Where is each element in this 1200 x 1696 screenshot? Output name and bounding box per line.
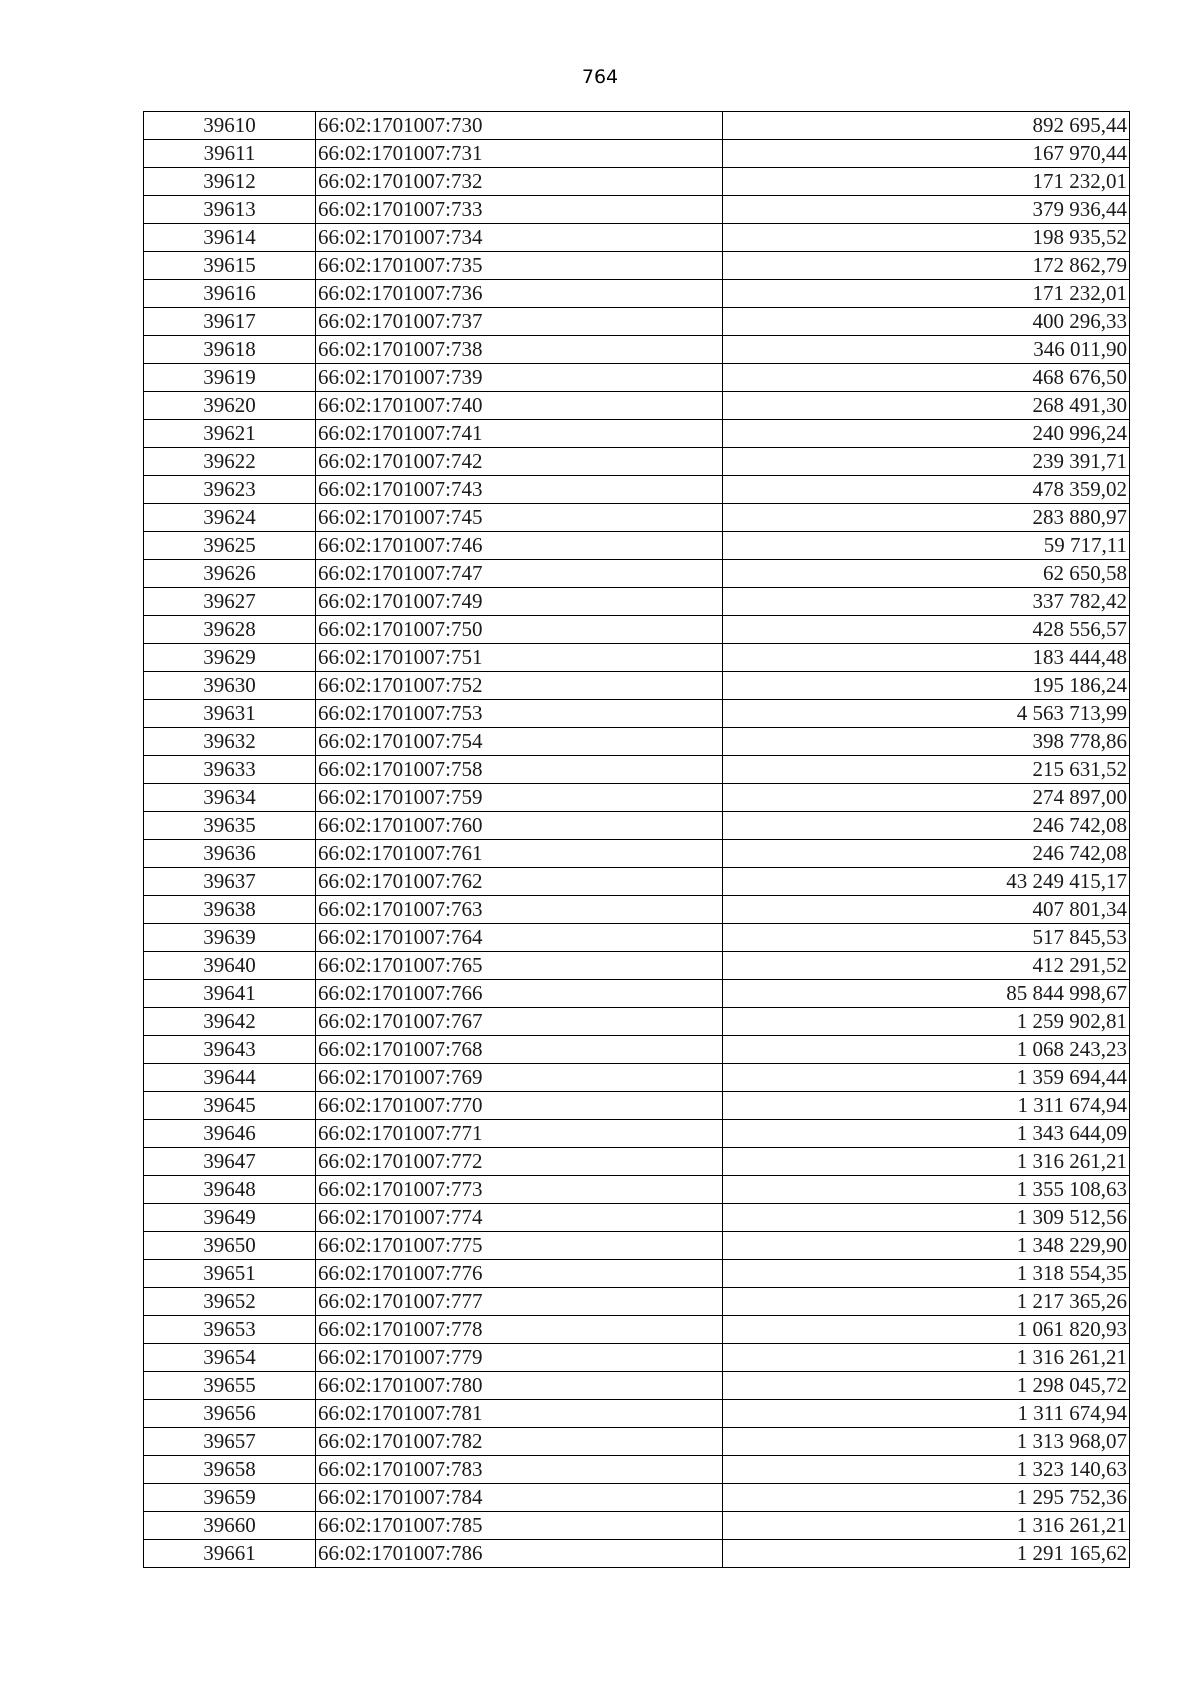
cadastral-value-cell: 1 217 365,26: [723, 1288, 1130, 1316]
cadastral-value-cell: 478 359,02: [723, 476, 1130, 504]
cadastral-number-cell: 66:02:1701007:753: [316, 700, 723, 728]
cadastral-value-cell: 407 801,34: [723, 896, 1130, 924]
table-row: [144, 672, 1130, 700]
row-number-cell: 39635: [144, 812, 316, 840]
cadastral-value-cell: 1 313 968,07: [723, 1428, 1130, 1456]
cadastral-number-cell: 66:02:1701007:784: [316, 1484, 723, 1512]
row-number-cell: 39630: [144, 672, 316, 700]
cadastral-number-cell: 66:02:1701007:783: [316, 1456, 723, 1484]
cadastral-value-cell: 892 695,44: [723, 112, 1130, 140]
table-row: [144, 1456, 1130, 1484]
row-number-cell: 39661: [144, 1540, 316, 1568]
table-row: [144, 784, 1130, 812]
cadastral-value-cell: 171 232,01: [723, 280, 1130, 308]
table-row: [144, 1204, 1130, 1232]
cadastral-number-cell: 66:02:1701007:746: [316, 532, 723, 560]
cadastral-value-cell: 1 316 261,21: [723, 1148, 1130, 1176]
cadastral-value-cell: 1 316 261,21: [723, 1344, 1130, 1372]
cadastral-number-cell: 66:02:1701007:741: [316, 420, 723, 448]
table-row: [144, 1400, 1130, 1428]
cadastral-number-cell: 66:02:1701007:733: [316, 196, 723, 224]
table-row: [144, 476, 1130, 504]
cadastral-number-cell: 66:02:1701007:765: [316, 952, 723, 980]
table-row: [144, 980, 1130, 1008]
cadastral-number-cell: 66:02:1701007:762: [316, 868, 723, 896]
cadastral-number-cell: 66:02:1701007:739: [316, 364, 723, 392]
row-number-cell: 39652: [144, 1288, 316, 1316]
cadastral-value-cell: 346 011,90: [723, 336, 1130, 364]
cadastral-number-cell: 66:02:1701007:735: [316, 252, 723, 280]
table-row: [144, 840, 1130, 868]
row-number-cell: 39638: [144, 896, 316, 924]
table-row: [144, 364, 1130, 392]
cadastral-value-cell: 239 391,71: [723, 448, 1130, 476]
cadastral-number-cell: 66:02:1701007:780: [316, 1372, 723, 1400]
cadastral-number-cell: 66:02:1701007:751: [316, 644, 723, 672]
table-row: [144, 812, 1130, 840]
cadastral-value-cell: 215 631,52: [723, 756, 1130, 784]
cadastral-value-cell: 85 844 998,67: [723, 980, 1130, 1008]
row-number-cell: 39618: [144, 336, 316, 364]
row-number-cell: 39642: [144, 1008, 316, 1036]
cadastral-number-cell: 66:02:1701007:785: [316, 1512, 723, 1540]
table-row: [144, 1036, 1130, 1064]
row-number-cell: 39640: [144, 952, 316, 980]
cadastral-number-cell: 66:02:1701007:778: [316, 1316, 723, 1344]
table-row: [144, 448, 1130, 476]
row-number-cell: 39648: [144, 1176, 316, 1204]
cadastral-value-cell: 1 295 752,36: [723, 1484, 1130, 1512]
row-number-cell: 39616: [144, 280, 316, 308]
cadastral-number-cell: 66:02:1701007:776: [316, 1260, 723, 1288]
row-number-cell: 39653: [144, 1316, 316, 1344]
cadastral-value-cell: 240 996,24: [723, 420, 1130, 448]
table-row: [144, 252, 1130, 280]
cadastral-value-cell: 1 348 229,90: [723, 1232, 1130, 1260]
cadastral-value-cell: 1 323 140,63: [723, 1456, 1130, 1484]
cadastral-number-cell: 66:02:1701007:750: [316, 616, 723, 644]
table-row: [144, 392, 1130, 420]
row-number-cell: 39615: [144, 252, 316, 280]
cadastral-number-cell: 66:02:1701007:736: [316, 280, 723, 308]
cadastral-number-cell: 66:02:1701007:773: [316, 1176, 723, 1204]
cadastral-value-cell: 1 355 108,63: [723, 1176, 1130, 1204]
row-number-cell: 39654: [144, 1344, 316, 1372]
cadastral-value-cell: 517 845,53: [723, 924, 1130, 952]
cadastral-value-cell: 183 444,48: [723, 644, 1130, 672]
table-row: [144, 868, 1130, 896]
table-row: [144, 644, 1130, 672]
row-number-cell: 39613: [144, 196, 316, 224]
row-number-cell: 39655: [144, 1372, 316, 1400]
row-number-cell: 39610: [144, 112, 316, 140]
table-row: [144, 1484, 1130, 1512]
row-number-cell: 39624: [144, 504, 316, 532]
row-number-cell: 39641: [144, 980, 316, 1008]
cadastral-value-cell: 337 782,42: [723, 588, 1130, 616]
cadastral-value-cell: 59 717,11: [723, 532, 1130, 560]
cadastral-number-cell: 66:02:1701007:769: [316, 1064, 723, 1092]
cadastral-number-cell: 66:02:1701007:754: [316, 728, 723, 756]
cadastral-value-cell: 198 935,52: [723, 224, 1130, 252]
row-number-cell: 39657: [144, 1428, 316, 1456]
cadastral-number-cell: 66:02:1701007:781: [316, 1400, 723, 1428]
page-number: 764: [581, 66, 619, 88]
cadastral-number-cell: 66:02:1701007:782: [316, 1428, 723, 1456]
cadastral-value-cell: 1 259 902,81: [723, 1008, 1130, 1036]
row-number-cell: 39614: [144, 224, 316, 252]
cadastral-value-cell: 412 291,52: [723, 952, 1130, 980]
row-number-cell: 39622: [144, 448, 316, 476]
table-row: [144, 1232, 1130, 1260]
table-row: [144, 1288, 1130, 1316]
row-number-cell: 39645: [144, 1092, 316, 1120]
cadastral-value-cell: 171 232,01: [723, 168, 1130, 196]
row-number-cell: 39612: [144, 168, 316, 196]
cadastral-value-cell: 274 897,00: [723, 784, 1130, 812]
cadastral-value-cell: 1 068 243,23: [723, 1036, 1130, 1064]
row-number-cell: 39646: [144, 1120, 316, 1148]
table-row: [144, 756, 1130, 784]
table-row: [144, 1064, 1130, 1092]
row-number-cell: 39647: [144, 1148, 316, 1176]
table-row: [144, 112, 1130, 140]
row-number-cell: 39643: [144, 1036, 316, 1064]
cadastral-number-cell: 66:02:1701007:771: [316, 1120, 723, 1148]
table-row: [144, 336, 1130, 364]
cadastral-value-cell: 167 970,44: [723, 140, 1130, 168]
cadastral-number-cell: 66:02:1701007:749: [316, 588, 723, 616]
cadastral-value-cell: 400 296,33: [723, 308, 1130, 336]
row-number-cell: 39636: [144, 840, 316, 868]
table-row: [144, 532, 1130, 560]
table-row: [144, 1428, 1130, 1456]
cadastral-value-cell: 43 249 415,17: [723, 868, 1130, 896]
table-row: [144, 420, 1130, 448]
row-number-cell: 39637: [144, 868, 316, 896]
cadastral-number-cell: 66:02:1701007:770: [316, 1092, 723, 1120]
table-row: [144, 1316, 1130, 1344]
row-number-cell: 39650: [144, 1232, 316, 1260]
cadastral-number-cell: 66:02:1701007:777: [316, 1288, 723, 1316]
table-row: [144, 952, 1130, 980]
cadastral-value-cell: 1 318 554,35: [723, 1260, 1130, 1288]
table-row: [144, 196, 1130, 224]
cadastral-value-cell: 1 359 694,44: [723, 1064, 1130, 1092]
row-number-cell: 39639: [144, 924, 316, 952]
table-row: [144, 616, 1130, 644]
table-row: [144, 280, 1130, 308]
cadastral-value-cell: 1 311 674,94: [723, 1400, 1130, 1428]
cadastral-number-cell: 66:02:1701007:767: [316, 1008, 723, 1036]
table-row: [144, 1092, 1130, 1120]
table-row: [144, 1148, 1130, 1176]
row-number-cell: 39631: [144, 700, 316, 728]
cadastral-number-cell: 66:02:1701007:775: [316, 1232, 723, 1260]
cadastral-number-cell: 66:02:1701007:752: [316, 672, 723, 700]
row-number-cell: 39634: [144, 784, 316, 812]
cadastral-value-cell: 283 880,97: [723, 504, 1130, 532]
row-number-cell: 39658: [144, 1456, 316, 1484]
row-number-cell: 39619: [144, 364, 316, 392]
row-number-cell: 39611: [144, 140, 316, 168]
cadastral-number-cell: 66:02:1701007:763: [316, 896, 723, 924]
cadastral-number-cell: 66:02:1701007:747: [316, 560, 723, 588]
cadastral-value-cell: 172 862,79: [723, 252, 1130, 280]
cadastral-number-cell: 66:02:1701007:730: [316, 112, 723, 140]
row-number-cell: 39617: [144, 308, 316, 336]
row-number-cell: 39651: [144, 1260, 316, 1288]
cadastral-number-cell: 66:02:1701007:740: [316, 392, 723, 420]
cadastral-number-cell: 66:02:1701007:766: [316, 980, 723, 1008]
table-row: [144, 1176, 1130, 1204]
cadastral-value-cell: 428 556,57: [723, 616, 1130, 644]
row-number-cell: 39644: [144, 1064, 316, 1092]
table-body: [144, 112, 1130, 1568]
cadastral-number-cell: 66:02:1701007:768: [316, 1036, 723, 1064]
cadastral-value-cell: 379 936,44: [723, 196, 1130, 224]
cadastral-value-cell: 468 676,50: [723, 364, 1130, 392]
row-number-cell: 39656: [144, 1400, 316, 1428]
table-row: [144, 1512, 1130, 1540]
row-number-cell: 39620: [144, 392, 316, 420]
cadastral-number-cell: 66:02:1701007:738: [316, 336, 723, 364]
cadastral-value-cell: 246 742,08: [723, 840, 1130, 868]
row-number-cell: 39627: [144, 588, 316, 616]
table-row: [144, 504, 1130, 532]
cadastral-value-cell: 1 309 512,56: [723, 1204, 1130, 1232]
table-row: [144, 1344, 1130, 1372]
cadastral-value-cell: 1 311 674,94: [723, 1092, 1130, 1120]
table-row: [144, 588, 1130, 616]
table-row: [144, 1008, 1130, 1036]
row-number-cell: 39628: [144, 616, 316, 644]
table-row: [144, 924, 1130, 952]
cadastral-value-cell: 268 491,30: [723, 392, 1130, 420]
cadastral-number-cell: 66:02:1701007:760: [316, 812, 723, 840]
cadastral-number-cell: 66:02:1701007:758: [316, 756, 723, 784]
cadastral-number-cell: 66:02:1701007:764: [316, 924, 723, 952]
cadastral-value-cell: 1 291 165,62: [723, 1540, 1130, 1568]
row-number-cell: 39660: [144, 1512, 316, 1540]
cadastral-value-cell: 398 778,86: [723, 728, 1130, 756]
cadastral-value-cell: 1 316 261,21: [723, 1512, 1130, 1540]
cadastral-number-cell: 66:02:1701007:743: [316, 476, 723, 504]
cadastral-number-cell: 66:02:1701007:774: [316, 1204, 723, 1232]
table-row: [144, 224, 1130, 252]
row-number-cell: 39632: [144, 728, 316, 756]
table-row: [144, 1540, 1130, 1568]
table-row: [144, 700, 1130, 728]
cadastral-value-cell: 195 186,24: [723, 672, 1130, 700]
row-number-cell: 39626: [144, 560, 316, 588]
table-row: [144, 140, 1130, 168]
cadastral-value-cell: 4 563 713,99: [723, 700, 1130, 728]
cadastral-number-cell: 66:02:1701007:759: [316, 784, 723, 812]
cadastral-value-cell: 62 650,58: [723, 560, 1130, 588]
row-number-cell: 39625: [144, 532, 316, 560]
row-number-cell: 39659: [144, 1484, 316, 1512]
cadastral-number-cell: 66:02:1701007:745: [316, 504, 723, 532]
cadastral-number-cell: 66:02:1701007:772: [316, 1148, 723, 1176]
cadastral-number-cell: 66:02:1701007:734: [316, 224, 723, 252]
cadastral-number-cell: 66:02:1701007:779: [316, 1344, 723, 1372]
table-row: [144, 1120, 1130, 1148]
cadastral-value-table: [143, 111, 1130, 1568]
row-number-cell: 39621: [144, 420, 316, 448]
table-row: [144, 168, 1130, 196]
table-row: [144, 560, 1130, 588]
cadastral-number-cell: 66:02:1701007:732: [316, 168, 723, 196]
cadastral-number-cell: 66:02:1701007:761: [316, 840, 723, 868]
cadastral-value-cell: 1 061 820,93: [723, 1316, 1130, 1344]
cadastral-value-cell: 246 742,08: [723, 812, 1130, 840]
cadastral-number-cell: 66:02:1701007:786: [316, 1540, 723, 1568]
table-row: [144, 896, 1130, 924]
table-row: [144, 1260, 1130, 1288]
row-number-cell: 39649: [144, 1204, 316, 1232]
table-row: [144, 1372, 1130, 1400]
table-row: [144, 308, 1130, 336]
row-number-cell: 39629: [144, 644, 316, 672]
table-row: [144, 728, 1130, 756]
row-number-cell: 39623: [144, 476, 316, 504]
cadastral-value-cell: 1 298 045,72: [723, 1372, 1130, 1400]
cadastral-value-cell: 1 343 644,09: [723, 1120, 1130, 1148]
cadastral-number-cell: 66:02:1701007:731: [316, 140, 723, 168]
cadastral-number-cell: 66:02:1701007:737: [316, 308, 723, 336]
cadastral-number-cell: 66:02:1701007:742: [316, 448, 723, 476]
row-number-cell: 39633: [144, 756, 316, 784]
